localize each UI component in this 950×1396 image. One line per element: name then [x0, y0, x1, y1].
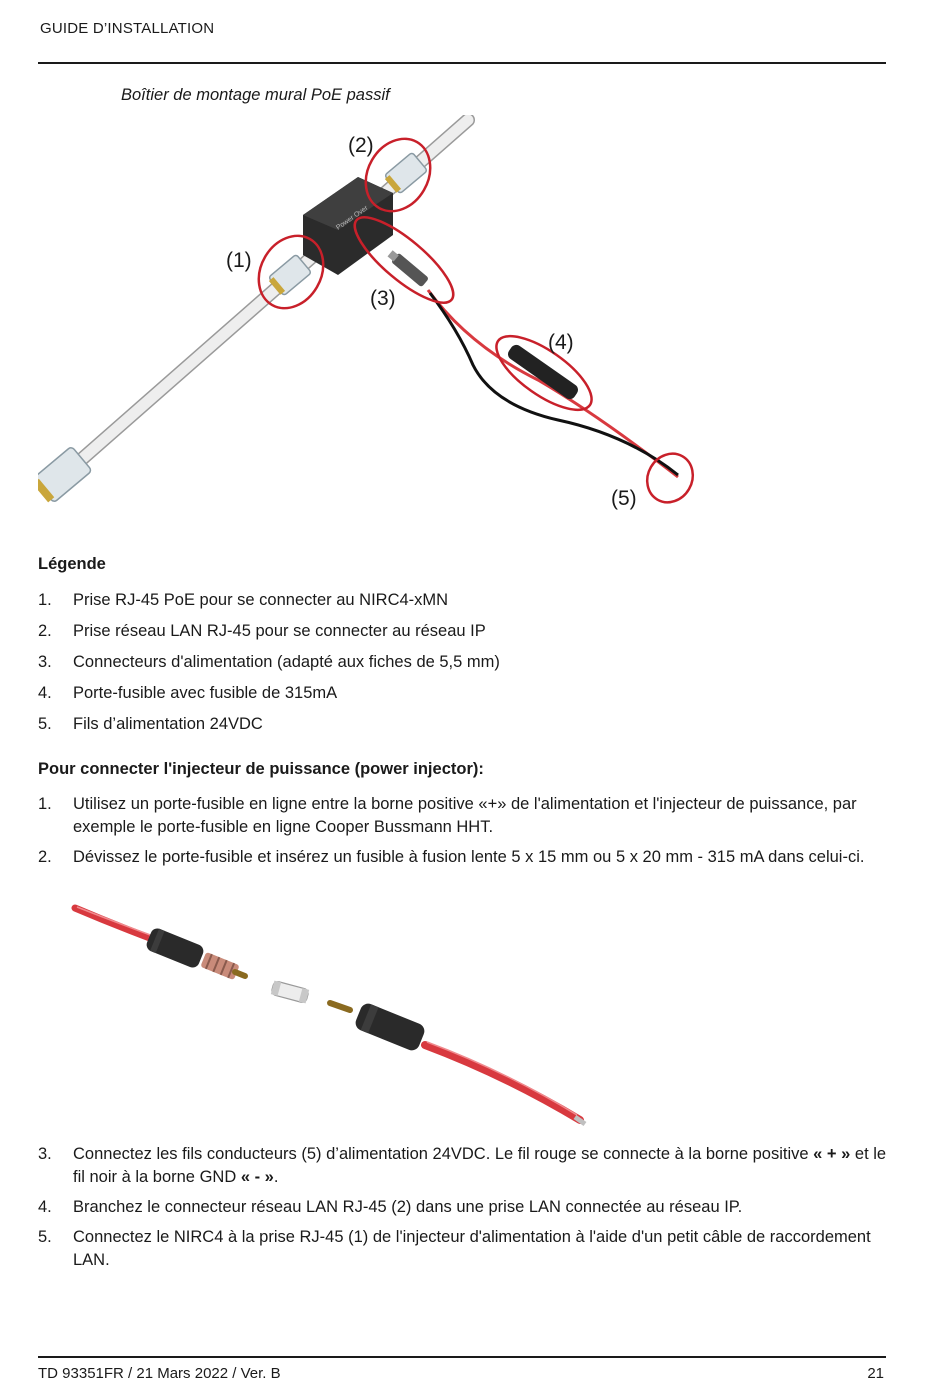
step-item: 4. Branchez le connecteur réseau LAN RJ-45 (2) dans une prise LAN connectée au réseau IP.: [38, 1198, 743, 1216]
injector-box: [303, 177, 393, 275]
steps-list-b: [38, 1143, 888, 1279]
step-item: 3. Connectez les fils conducteurs (5) d’alimentation 24VDC. Le fil rouge se connecte à la borne positive « + » et le fil noir à la borne GND « - ».: [38, 1145, 887, 1186]
callout-4: (4): [548, 331, 574, 354]
fuse-holder-figure: [65, 900, 605, 1135]
footer-doc-ref: TD 93351FR / 21 Mars 2022 / Ver. B: [38, 1365, 281, 1382]
poe-injector-figure: [38, 115, 718, 520]
legend-title: Légende: [38, 555, 106, 573]
footer-rule: [38, 1356, 886, 1358]
legend-item: 4. Porte-fusible avec fusible de 315mA: [38, 684, 338, 702]
step-item: 2. Dévissez le porte-fusible et insérez un fusible à fusion lente 5 x 15 mm ou 5 x 20 mm - 315 mA dans celui-ci.: [38, 848, 865, 866]
steps-title: Pour connecter l'injecteur de puissance (power injector):: [38, 760, 484, 778]
legend-item: 1. Prise RJ-45 PoE pour se connecter au NIRC4-xMN: [38, 591, 449, 609]
legend-list: [38, 589, 888, 744]
legend-item: 3. Connecteurs d'alimentation (adapté aux fiches de 5,5 mm): [38, 653, 500, 671]
header-rule: [38, 62, 886, 64]
figure-caption: Boîtier de montage mural PoE passif: [121, 86, 390, 104]
steps-list-a: [38, 793, 888, 876]
page-number: 21: [867, 1365, 884, 1382]
legend-item: 5. Fils d’alimentation 24VDC: [38, 715, 263, 733]
callout-3: (3): [370, 287, 396, 310]
callout-5: (5): [611, 487, 637, 510]
step-item: 1. Utilisez un porte-fusible en ligne entre la borne positive «+» de l'alimentation et l'injecteur de puissance, par exemple le porte-fusible en ligne Cooper Bussmann HHT.: [38, 795, 857, 836]
step-item: 5. Connectez le NIRC4 à la prise RJ-45 (1) de l'injecteur d'alimentation à l'aide d'un petit câble de raccordement LAN.: [38, 1228, 871, 1269]
running-header: GUIDE D’INSTALLATION: [40, 20, 215, 37]
callout-1: (1): [226, 249, 252, 272]
svg-text:Power Over: Power Over: [335, 204, 370, 232]
legend-item: 2. Prise réseau LAN RJ-45 pour se connecter au réseau IP: [38, 622, 486, 640]
callout-2: (2): [348, 134, 374, 157]
